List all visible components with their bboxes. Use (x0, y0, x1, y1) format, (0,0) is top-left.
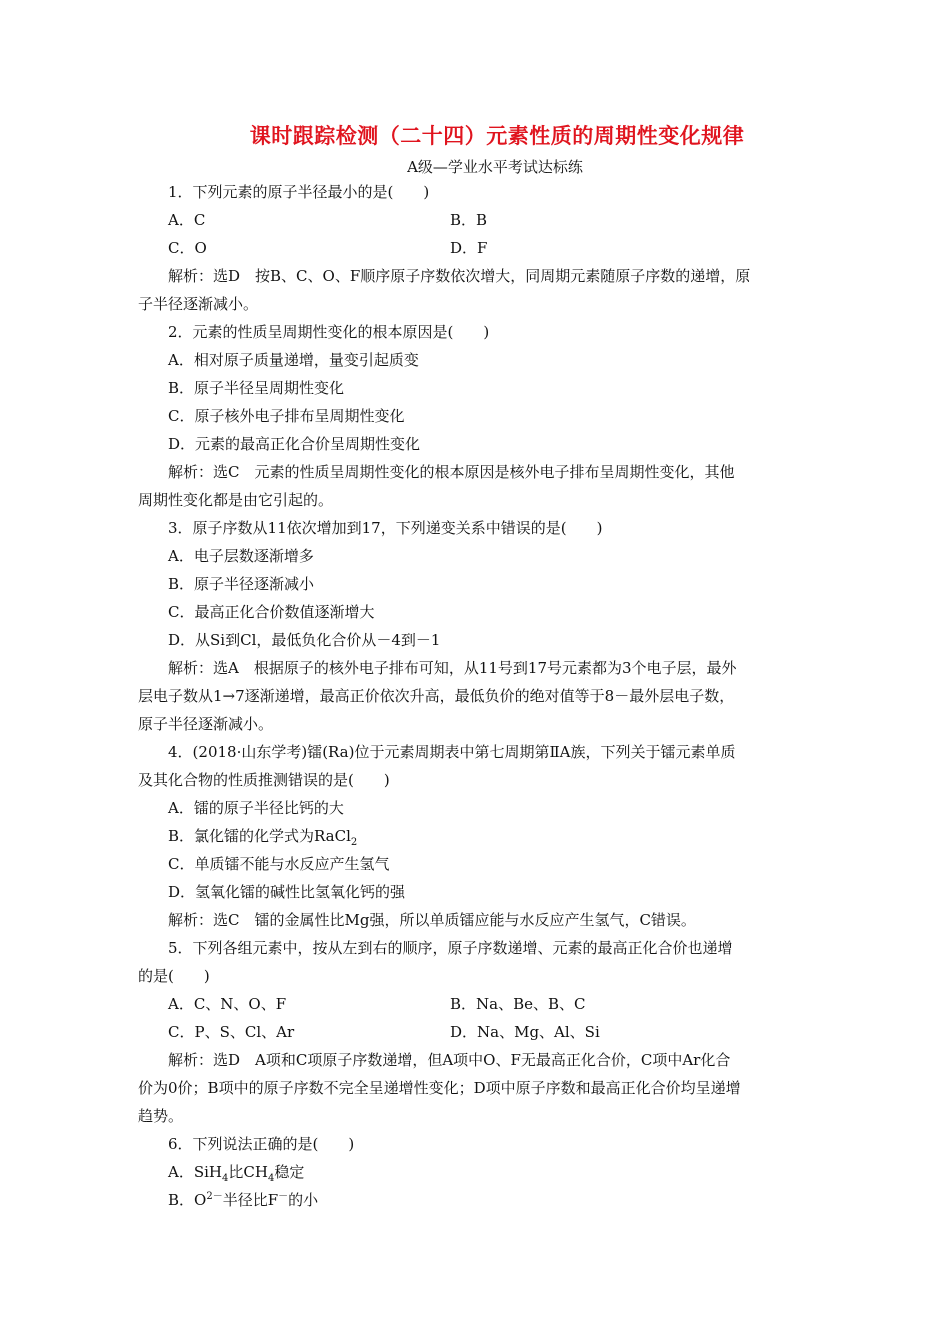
option-a (138, 1158, 818, 1186)
option-d: D．F (450, 239, 488, 257)
option-b-text-2: 半径比F (222, 1191, 279, 1209)
question-5-options-row-1 (138, 990, 818, 1018)
option-b-text: B．氯化镭的化学式为RaCl (168, 827, 351, 845)
question-4-analysis: 解析：选C 镭的金属性比Mg强，所以单质镭应能与水反应产生氢气，C错误。 (168, 911, 696, 929)
question-5-stem-cont: 的是( ) (138, 967, 210, 985)
option-d: D．氢氧化镭的碱性比氢氧化钙的强 (168, 883, 406, 901)
question-5-analysis-cont: 价为0价；B项中的原子序数不完全呈递增性变化；D项中原子序数和最高正化合价均呈递增 (138, 1079, 741, 1097)
question-list (138, 178, 818, 1214)
subscript: 2 (350, 837, 358, 848)
option-c: C．P、S、Cl、Ar (168, 1023, 295, 1041)
question-1-analysis-cont: 子半径逐渐减小。 (138, 295, 259, 313)
option-a-text-2: 比CH (228, 1163, 268, 1181)
option-a: A．C (168, 211, 206, 229)
question-3-analysis: 解析：选A 根据原子的核外电子排布可知，从11号到17号元素都为3个电子层，最外 (168, 659, 737, 677)
question-4-stem: 4．(2018·山东学考)镭(Ra)位于元素周期表中第七周期第ⅡA族，下列关于镭元素单质 (168, 743, 736, 761)
superscript: 2－ (206, 1191, 223, 1202)
option-a: A．相对原子质量递增，量变引起质变 (168, 351, 419, 369)
question-4-stem-cont: 及其化合物的性质推测错误的是( ) (138, 771, 390, 789)
question-1-stem: 1．下列元素的原子半径最小的是( ) (168, 183, 430, 201)
question-1-options-row-2 (138, 234, 818, 262)
question-3-analysis-cont-2: 原子半径逐渐减小。 (138, 715, 274, 733)
page-title: 课时跟踪检测（二十四）元素性质的周期性变化规律 (249, 124, 745, 148)
option-c: C．单质镭不能与水反应产生氢气 (168, 855, 390, 873)
option-b-text-3: 的小 (288, 1191, 319, 1209)
question-2-analysis-cont: 周期性变化都是由它引起的。 (138, 491, 334, 509)
question-1-options-row-1 (138, 206, 818, 234)
option-b (138, 822, 818, 850)
question-1-analysis: 解析：选D 按B、C、O、F顺序原子序数依次增大，同周期元素随原子序数的递增，原 (168, 267, 751, 285)
option-d: D．Na、Mg、Al、Si (450, 1023, 600, 1041)
superscript: － (278, 1191, 289, 1202)
option-a-text-3: 稳定 (274, 1163, 305, 1181)
option-b: B．B (450, 211, 488, 229)
subscript: 4 (267, 1173, 275, 1184)
option-c: C．原子核外电子排布呈周期性变化 (168, 407, 405, 425)
subscript: 4 (222, 1173, 229, 1184)
section-subtitle: A级—学业水平考试达标练 (407, 158, 583, 176)
option-b: B．原子半径逐渐减小 (168, 575, 315, 593)
option-a-text: A．SiH (168, 1163, 222, 1181)
question-2-stem: 2．元素的性质呈周期性变化的根本原因是( ) (168, 323, 490, 341)
question-3-stem: 3．原子序数从11依次增加到17，下列递变关系中错误的是( ) (168, 519, 603, 537)
option-a: A．电子层数逐渐增多 (168, 547, 314, 565)
option-b (138, 1186, 818, 1214)
question-5-options-row-2 (138, 1018, 818, 1046)
option-b: B．原子半径呈周期性变化 (168, 379, 345, 397)
option-d: D．从Si到Cl，最低负化合价从－4到－1 (168, 631, 441, 649)
question-3-analysis-cont: 层电子数从1→7逐渐递增，最高正价依次升高，最低负价的绝对值等于8－最外层电子数， (138, 687, 735, 705)
question-2-analysis: 解析：选C 元素的性质呈周期性变化的根本原因是核外电子排布呈周期性变化，其他 (168, 463, 735, 481)
option-a: A．镭的原子半径比钙的大 (168, 799, 344, 817)
question-6-stem: 6．下列说法正确的是( ) (168, 1135, 355, 1153)
option-c: C．最高正化合价数值逐渐增大 (168, 603, 375, 621)
option-d: D．元素的最高正化合价呈周期性变化 (168, 435, 421, 453)
option-a: A．C、N、O、F (168, 995, 287, 1013)
question-5-analysis: 解析：选D A项和C项原子序数递增，但A项中O、F无最高正化合价，C项中Ar化合 (168, 1051, 731, 1069)
option-b-text: B．O (168, 1191, 207, 1209)
option-c: C．O (168, 239, 207, 257)
question-5-stem: 5．下列各组元素中，按从左到右的顺序，原子序数递增、元素的最高正化合价也递增 (168, 939, 733, 957)
option-b: B．Na、Be、B、C (450, 995, 586, 1013)
question-5-analysis-cont-2: 趋势。 (138, 1107, 184, 1125)
